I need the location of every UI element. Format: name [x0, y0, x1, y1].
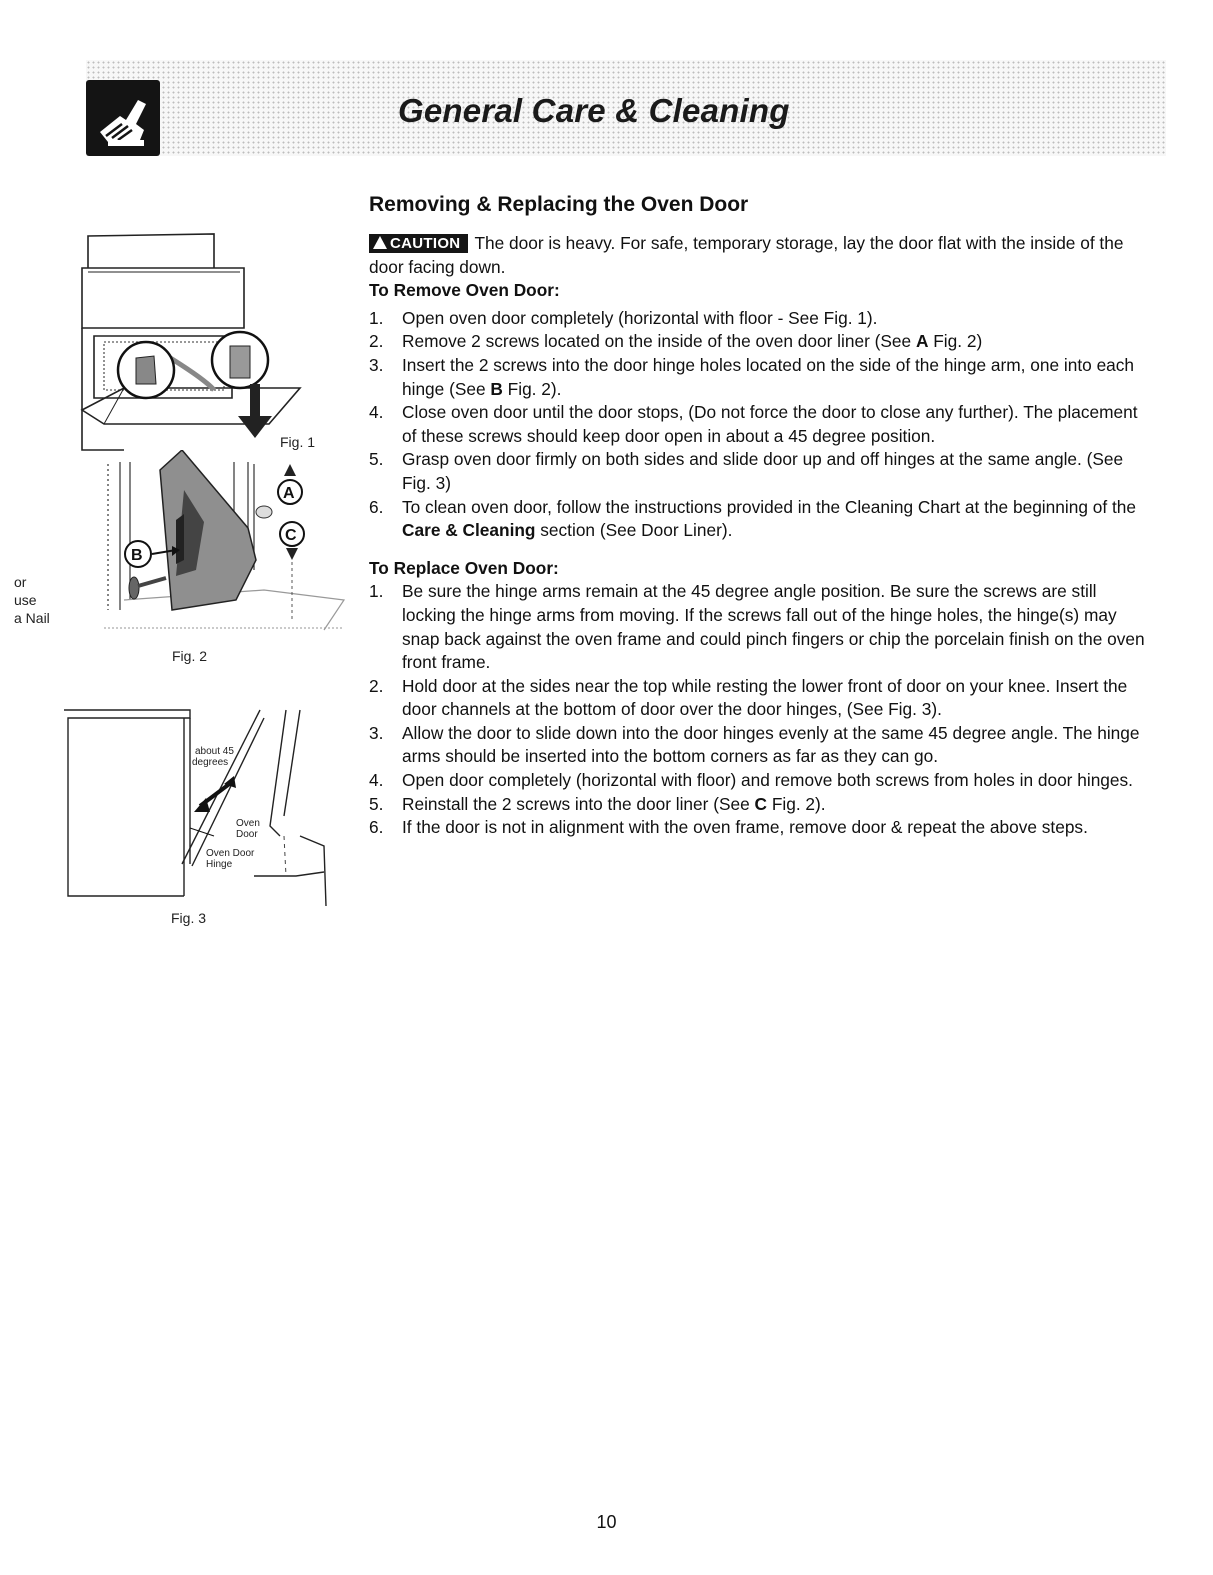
- step-number: 6.: [369, 496, 384, 517]
- step-number: 3.: [369, 354, 384, 375]
- caution-badge-text: CAUTION: [390, 235, 461, 252]
- fig1-label: Fig. 1: [280, 434, 316, 450]
- warning-triangle-icon: [373, 236, 387, 249]
- step-text: Fig. 2): [928, 331, 983, 352]
- step-emphasis: C: [754, 793, 768, 814]
- step-text: Reinstall the 2 screws into the door liner (See: [402, 793, 755, 814]
- replace-step: [369, 769, 1149, 793]
- fig1-illustration: [64, 228, 364, 458]
- step-emphasis: Care & Cleaning: [402, 520, 536, 541]
- page-number: 10: [596, 1512, 617, 1532]
- remove-step: [369, 448, 1149, 495]
- caution-badge: [369, 234, 468, 253]
- step-text: Close oven door until the door stops, (Do not force the door to close any further). The placement of these screws should keep door open in about a 45 degree position.: [402, 402, 1138, 446]
- step-text: section (See Door Liner).: [535, 520, 733, 541]
- instructions-content: [369, 192, 1149, 840]
- step-text: Hold door at the sides near the top while resting the lower front of door on your knee. Insert the door channels at the bottom of door over the door hinges, (See Fig. 3).: [402, 675, 1128, 720]
- step-number: 3.: [369, 722, 384, 743]
- fig2-callout-c: C: [285, 527, 297, 544]
- replace-step: [369, 816, 1149, 840]
- caution-text: The door is heavy. For safe, temporary storage, lay the door flat with the inside of the door facing down.: [369, 233, 1124, 277]
- fig3-oven-door-label: Oven Door: [206, 848, 255, 859]
- step-text: Insert the 2 screws into the door hinge holes located on the side of the hinge arm, one into each hinge (See: [402, 354, 1135, 399]
- remove-step: [369, 401, 1149, 448]
- step-text: To clean oven door, follow the instructions provided in the Cleaning Chart at the beginning of the: [402, 496, 1136, 517]
- replace-heading: To Replace Oven Door:: [369, 557, 559, 578]
- replace-step: [369, 793, 1149, 817]
- step-text: Grasp oven door firmly on both sides and slide door up and off hinges at the same angle. (See Fig. 3): [402, 449, 1124, 493]
- fig3-illustration: [64, 686, 364, 906]
- step-text: Remove 2 screws located on the inside of the oven door liner (See: [402, 331, 916, 352]
- fig2-callout-b: B: [131, 547, 143, 564]
- step-number: 6.: [369, 817, 384, 838]
- step-text: If the door is not in alignment with the oven frame, remove door & repeat the above steps.: [402, 817, 1088, 838]
- step-text: Allow the door to slide down into the door hinges evenly at the same 45 degree angle. The hinge arms should be inserted into the bottom corners as far as they can go.: [402, 722, 1140, 767]
- fig2-nail-label: a Nail: [14, 610, 50, 626]
- fig3-label: Fig. 3: [171, 910, 207, 926]
- step-text: Fig. 2).: [502, 378, 562, 399]
- fig2-callout-a: A: [283, 485, 295, 502]
- step-emphasis: B: [490, 378, 503, 399]
- fig2-label: Fig. 2: [172, 648, 208, 664]
- replace-step: [369, 675, 1149, 722]
- replace-step: [369, 580, 1149, 674]
- fig3-door-label: Door: [236, 829, 258, 840]
- step-text: Open oven door completely (horizontal with floor - See Fig. 1).: [402, 307, 878, 328]
- section-title: Removing & Replacing the Oven Door: [369, 193, 749, 216]
- step-number: 5.: [369, 449, 384, 470]
- remove-step: [369, 307, 1149, 331]
- step-emphasis: A: [915, 331, 929, 352]
- step-number: 1.: [369, 307, 384, 328]
- replace-step: [369, 722, 1149, 769]
- fig3-degrees-label: degrees: [192, 757, 229, 768]
- fig3-hinge-label: Hinge: [206, 859, 233, 870]
- step-text: Be sure the hinge arms remain at the 45 degree angle position. Be sure the screws are still locking the hinge arms from moving. If the screws fall out of the hinge holes, the hinge(s) may snap back against the oven frame and could pinch fingers or chip the porcelain finish on the oven front frame.: [402, 581, 1145, 673]
- step-number: 2.: [369, 675, 384, 696]
- step-number: 4.: [369, 770, 384, 791]
- step-number: 5.: [369, 793, 384, 814]
- fig3-about45-label: about 45: [195, 746, 234, 757]
- step-text: Open door completely (horizontal with floor) and remove both screws from holes in door hinges.: [402, 770, 1133, 791]
- fig2-illustration: [64, 450, 364, 650]
- remove-step: [369, 354, 1149, 401]
- remove-heading: To Remove Oven Door:: [369, 280, 560, 301]
- step-number: 1.: [369, 581, 384, 602]
- caution-notice: [369, 232, 1149, 279]
- step-text: Fig. 2).: [767, 793, 826, 814]
- step-number: 4.: [369, 402, 384, 423]
- figures-column: [14, 228, 364, 938]
- fig2-or-label: or: [14, 574, 27, 590]
- page-title: General Care & Cleaning: [398, 92, 790, 129]
- fig2-use-label: use: [14, 592, 37, 608]
- cleaning-hand-icon: [86, 80, 160, 156]
- replace-steps-list: [369, 580, 1149, 840]
- step-number: 2.: [369, 331, 384, 352]
- remove-step: [369, 496, 1149, 543]
- remove-steps-list: [369, 307, 1149, 543]
- remove-step: [369, 330, 1149, 354]
- fig3-oven-label: Oven: [236, 818, 260, 829]
